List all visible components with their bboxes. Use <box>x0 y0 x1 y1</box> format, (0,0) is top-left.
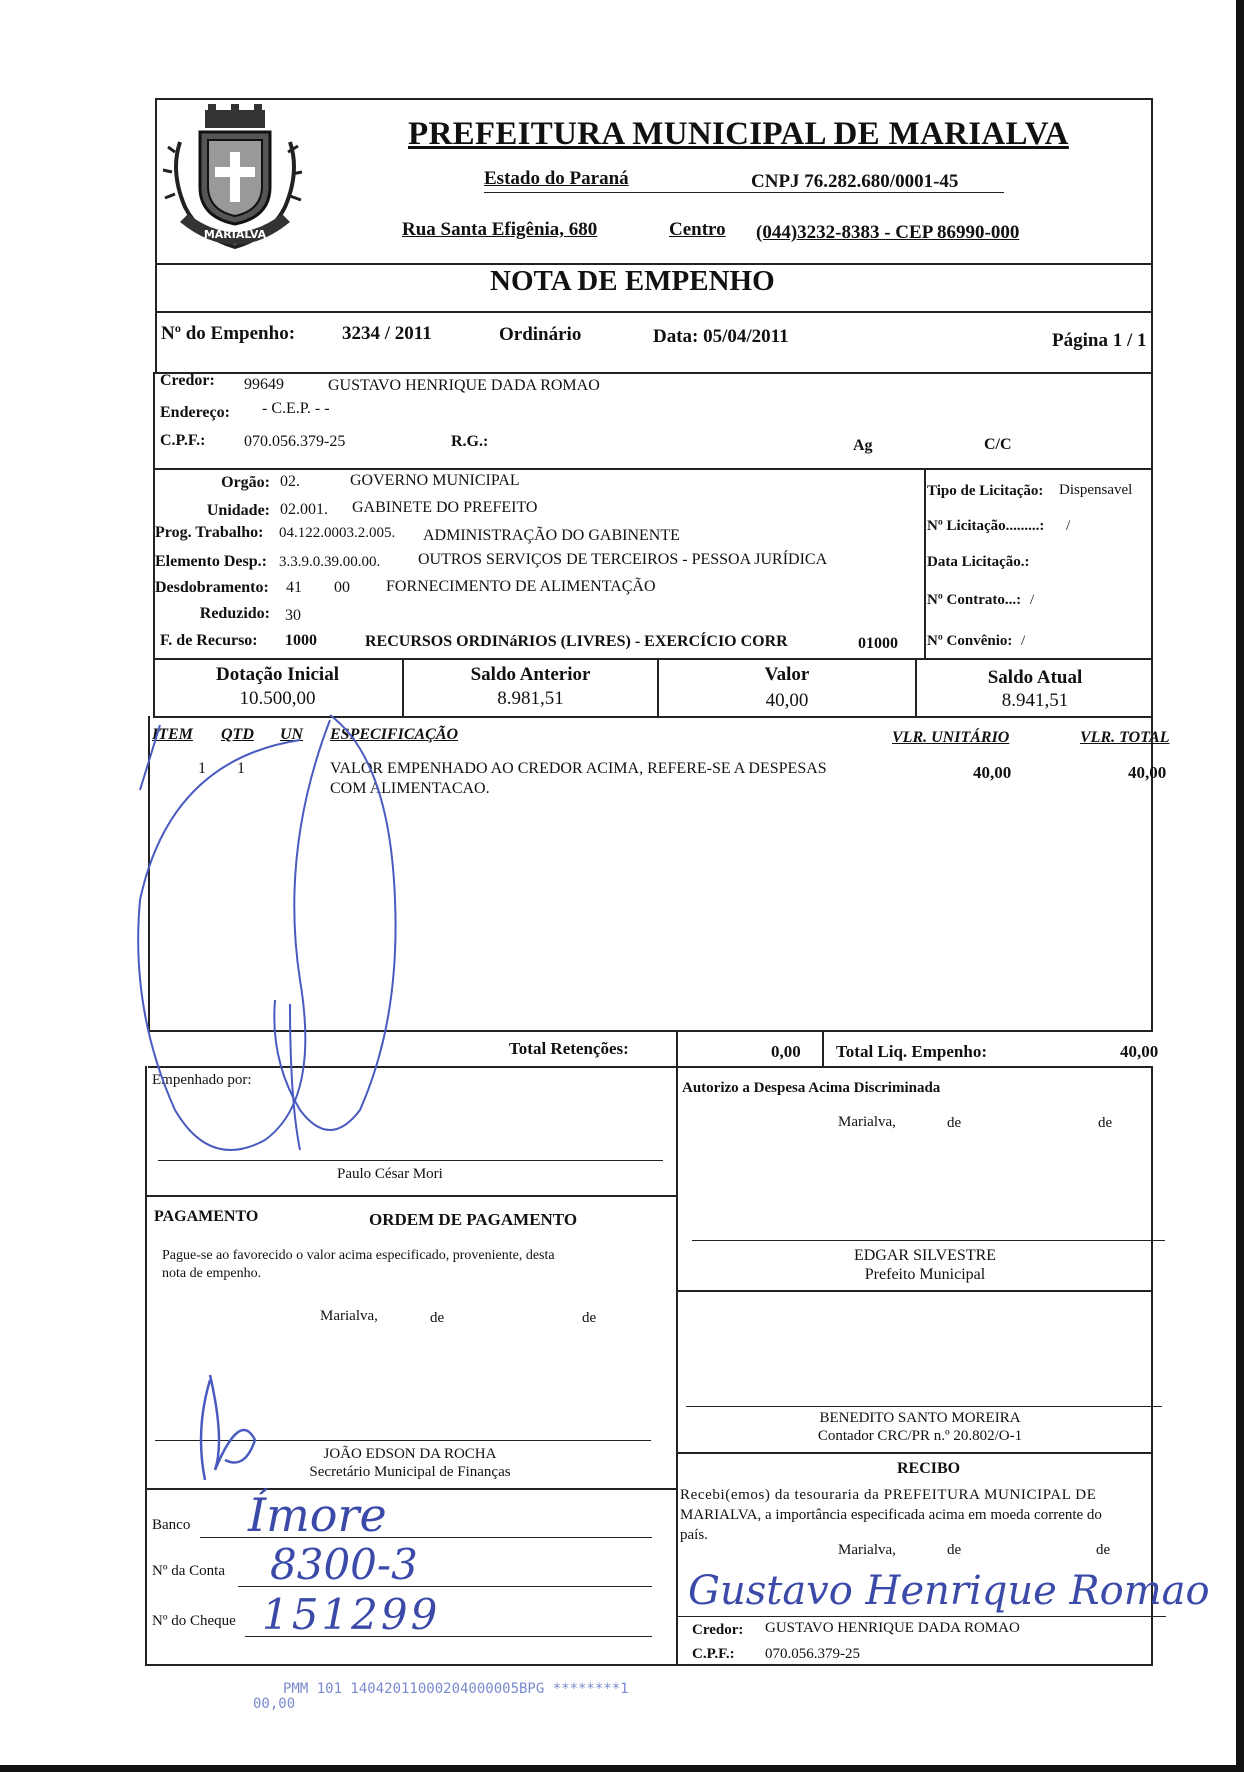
creditor-code: 99649 <box>244 376 284 393</box>
creditor-address-label: Endereço: <box>160 404 230 421</box>
item-unit-value: 40,00 <box>973 763 1012 782</box>
item-total-value: 40,00 <box>1128 763 1167 782</box>
contador-role: Contador CRC/PR n.º 20.802/O-1 <box>817 1428 1023 1444</box>
licitacao-tipo: Dispensavel <box>1059 482 1133 498</box>
header-cnpj: CNPJ 76.282.680/0001-45 <box>751 171 959 192</box>
autorizo-city: Marialva, <box>838 1114 896 1130</box>
document-title: NOTA DE EMPENHO <box>490 265 775 297</box>
fonte-code: 1000 <box>285 632 317 649</box>
autorizo-de-2: de <box>1098 1115 1113 1131</box>
orgao-code: 02. <box>280 473 300 490</box>
prog-code: 04.122.0003.2.005. <box>279 525 396 541</box>
page-title: PREFEITURA MUNICIPAL DE MARIALVA <box>408 116 1069 152</box>
col-unit-header: VLR. UNITÁRIO <box>892 729 1010 746</box>
ordem-pagamento-title: ORDEM DE PAGAMENTO <box>369 1210 578 1229</box>
creditor-cpf-label: C.P.F.: <box>160 432 206 449</box>
empenhado-label: Empenhado por: <box>152 1072 252 1088</box>
saldo-atual-value: 8.941,51 <box>1001 690 1069 711</box>
footer-stamp-code: PMM 101 14042011000204000005BPG ********1 <box>283 1681 629 1697</box>
elemento-code: 3.3.9.0.39.00.00. <box>279 554 381 570</box>
empenhado-name: Paulo César Mori <box>337 1166 443 1182</box>
contador-name: BENEDITO SANTO MOREIRA <box>819 1410 1021 1426</box>
valor-value: 40,00 <box>765 690 809 711</box>
prog-name: ADMINISTRAÇÃO DO GABINENTE <box>423 527 680 544</box>
recibo-de-1: de <box>947 1542 962 1558</box>
header-address: Rua Santa Efigênia, 680 <box>402 219 598 240</box>
contrato-value: / <box>1030 592 1035 608</box>
col-un-header: UN <box>280 726 304 743</box>
saldo-anterior-label: Saldo Anterior <box>470 664 591 685</box>
creditor-cpf: 070.056.379-25 <box>244 433 346 450</box>
col-item-header: ITEM <box>152 726 193 743</box>
recibo-title: RECIBO <box>897 1460 961 1477</box>
item-qtd: 1 <box>237 760 245 777</box>
saldo-anterior-value: 8.981,51 <box>497 688 564 709</box>
elemento-label: Elemento Desp.: <box>155 553 267 570</box>
pagamento-city: Marialva, <box>320 1308 378 1324</box>
empenho-type: Ordinário <box>499 324 582 345</box>
banco-label: Banco <box>152 1517 191 1533</box>
recibo-text-3: país. <box>680 1527 708 1543</box>
creditor-ag-label: Ag <box>853 437 873 454</box>
conta-label: Nº da Conta <box>152 1563 225 1579</box>
pagamento-title: PAGAMENTO <box>154 1208 259 1225</box>
unidade-name: GABINETE DO PREFEITO <box>352 499 538 516</box>
desdobramento-label: Desdobramento: <box>155 579 269 596</box>
creditor-address: - C.E.P. - - <box>262 400 330 417</box>
fonte-label: F. de Recurso: <box>160 632 258 649</box>
conta-handwritten: 8300-3 <box>270 1540 418 1589</box>
autorizo-text: Autorizo a Despesa Acima Discriminada <box>682 1080 941 1096</box>
secretario-role: Secretário Municipal de Finanças <box>309 1464 511 1480</box>
prefeito-role: Prefeito Municipal <box>864 1266 986 1283</box>
header-district: Centro <box>669 219 726 240</box>
pagamento-text-2: nota de empenho. <box>162 1266 262 1281</box>
orgao-name: GOVERNO MUNICIPAL <box>350 472 520 489</box>
creditor-name: GUSTAVO HENRIQUE DADA ROMAO <box>328 377 600 394</box>
page-number: Página 1 / 1 <box>1052 330 1147 351</box>
convenio-label: Nº Convênio: <box>927 633 1013 649</box>
desdobramento-code-2: 00 <box>334 579 350 596</box>
recibo-cpf-label: C.P.F.: <box>692 1646 735 1662</box>
empenho-date: Data: 05/04/2011 <box>653 326 789 347</box>
recibo-cpf: 070.056.379-25 <box>765 1646 860 1662</box>
col-spec-header: ESPECIFICAÇÃO <box>330 726 459 743</box>
secretario-name: JOÃO EDSON DA ROCHA <box>323 1446 497 1462</box>
recibo-de-2: de <box>1096 1542 1111 1558</box>
autorizo-de-1: de <box>947 1115 962 1131</box>
header-phone-cep: (044)3232-8383 - CEP 86990-000 <box>756 222 1020 243</box>
dotacao-label: Dotação Inicial <box>216 664 339 685</box>
orgao-label: Orgão: <box>221 474 270 491</box>
valor-label: Valor <box>764 664 810 685</box>
unidade-label: Unidade: <box>206 502 270 519</box>
retencoes-value: 0,00 <box>771 1042 801 1061</box>
svg-text:MARIALVA: MARIALVA <box>203 228 267 241</box>
reduzido-label: Reduzido: <box>199 605 270 622</box>
licitacao-num: / <box>1066 518 1071 534</box>
elemento-name: OUTROS SERVIÇOS DE TERCEIROS - PESSOA JURÍDICA <box>418 551 828 568</box>
credor-signature: Gustavo Henrique Romao <box>688 1568 1210 1614</box>
dotacao-value: 10.500,00 <box>239 688 316 709</box>
prog-label: Prog. Trabalho: <box>155 524 264 541</box>
prefeito-name: EDGAR SILVESTRE <box>853 1247 997 1264</box>
pagamento-de-2: de <box>582 1310 597 1326</box>
licitacao-tipo-label: Tipo de Licitação: <box>927 483 1044 499</box>
item-spec-line-2: COM ALIMENTACAO. <box>330 780 490 797</box>
creditor-label: Credor: <box>160 372 215 389</box>
creditor-rg-label: R.G.: <box>451 433 489 450</box>
item-spec-line-1: VALOR EMPENHADO AO CREDOR ACIMA, REFERE-SE A DESPESAS <box>330 760 827 777</box>
pagamento-text-1: Pague-se ao favorecido o valor acima especificado, proveniente, desta <box>162 1248 555 1263</box>
licitacao-num-label: Nº Licitação.........: <box>927 518 1045 534</box>
col-qtd-header: QTD <box>221 726 254 743</box>
fonte-name: RECURSOS ORDINáRIOS (LIVRES) - EXERCÍCIO CORR <box>365 633 788 650</box>
cheque-label: Nº do Cheque <box>152 1613 236 1629</box>
licitacao-data-label: Data Licitação.: <box>927 554 1030 570</box>
desdobramento-name: FORNECIMENTO DE ALIMENTAÇÃO <box>386 578 656 595</box>
item-number: 1 <box>198 760 206 777</box>
recibo-text-2: MARIALVA, a importância especificada acima em moeda corrente do <box>680 1507 1102 1523</box>
recibo-credor-label: Credor: <box>692 1622 744 1638</box>
fonte-code-2: 01000 <box>858 635 898 652</box>
recibo-credor-name: GUSTAVO HENRIQUE DADA ROMAO <box>765 1620 1020 1636</box>
saldo-atual-label: Saldo Atual <box>987 667 1083 688</box>
recibo-city: Marialva, <box>838 1542 896 1558</box>
reduzido-value: 30 <box>285 607 301 624</box>
empenho-number: 3234 / 2011 <box>342 323 432 344</box>
col-total-header: VLR. TOTAL <box>1080 729 1170 746</box>
footer-stamp-prefix: 00,00 <box>253 1696 296 1712</box>
unidade-code: 02.001. <box>280 501 328 518</box>
liquido-label: Total Liq. Empenho: <box>836 1042 987 1061</box>
pagamento-de-1: de <box>430 1310 445 1326</box>
header-state: Estado do Paraná <box>484 168 629 189</box>
recibo-text-1: Recebi(emos) da tesouraria da PREFEITURA MUNICIPAL DE <box>680 1487 1097 1503</box>
empenho-number-label: Nº do Empenho: <box>161 323 296 344</box>
convenio-value: / <box>1021 633 1026 649</box>
liquido-value: 40,00 <box>1120 1042 1159 1061</box>
banco-handwritten: Ímore <box>248 1488 387 1542</box>
retencoes-label: Total Retenções: <box>509 1039 629 1058</box>
contrato-label: Nº Contrato...: <box>927 592 1022 608</box>
creditor-cc-label: C/C <box>984 436 1012 453</box>
cheque-handwritten: 151299 <box>262 1590 441 1639</box>
desdobramento-code-1: 41 <box>286 579 302 596</box>
